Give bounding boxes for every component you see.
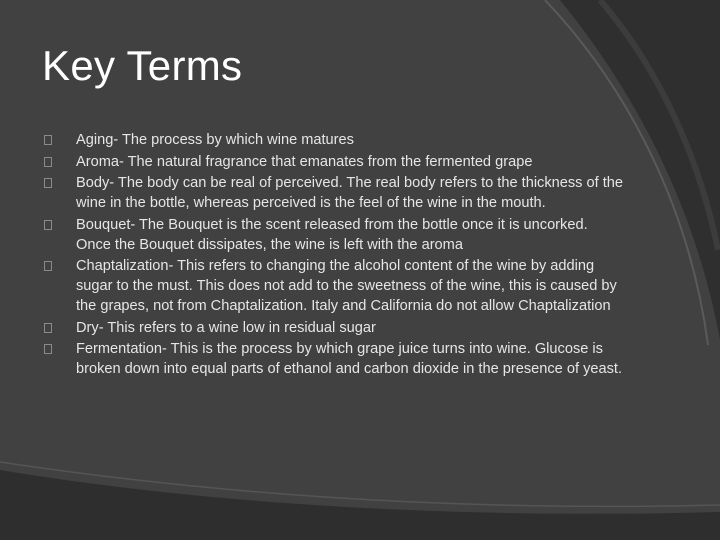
bullet-text: Dry- This refers to a wine low in residual sugar [76,319,376,336]
missing-glyph-box-icon [44,323,52,333]
list-item-chaptalization [44,256,624,316]
list-item-aroma [44,152,624,172]
bullet-list [44,130,624,381]
list-item-bouquet [44,215,624,255]
missing-glyph-box-icon [44,344,52,354]
list-item-fermentation [44,339,624,379]
missing-glyph-box-icon [44,157,52,167]
list-item-dry [44,318,624,338]
list-item-aging [44,130,624,150]
bullet-text: Chaptalization- This refers to changing the alcohol content of the wine by adding sugar to the must. This does not add to the sweetness of the wine, this is caused by the grapes, not from Chaptalization. Italy and California do not allow Chaptalization [76,258,617,314]
missing-glyph-box-icon [44,178,52,188]
bullet-text: Bouquet- The Bouquet is the scent released from the bottle once it is uncorked. Once the Bouquet dissipates, the wine is left with the aroma [76,216,588,253]
bullet-text: Aging- The process by which wine matures [76,132,354,148]
missing-glyph-box-icon [44,261,52,271]
slide-title: Key Terms [42,42,243,89]
list-item-body [44,173,624,213]
missing-glyph-box-icon [44,220,52,230]
missing-glyph-box-icon [44,135,52,145]
bullet-text: Aroma- The natural fragrance that emanates from the fermented grape [76,153,533,170]
bullet-text: Body- The body can be real of perceived. The real body refers to the thickness of the wine in the bottle, whereas perceived is the feel of the wine in the mouth. [76,175,624,211]
bullet-text: Fermentation- This is the process by which grape juice turns into wine. Glucose is broken down into equal parts of ethanol and carbon dioxide in the presence of yeast. [76,341,623,377]
